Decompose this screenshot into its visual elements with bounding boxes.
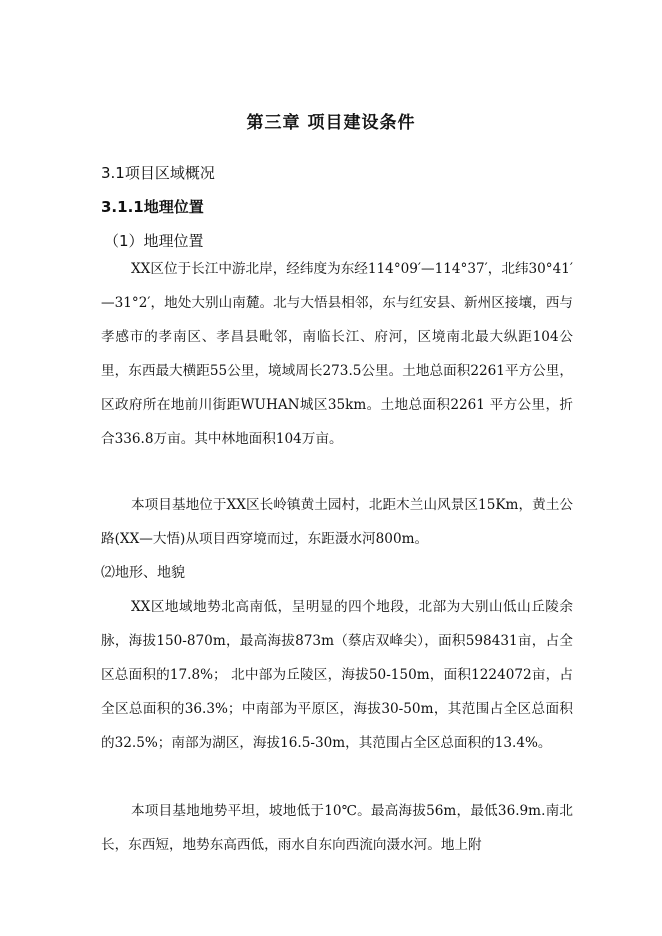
item-heading-terrain: ⑵地形、地貌	[101, 565, 185, 581]
paragraph-location: XX区位于长江中游北岸，经纬度为东经114°09′—114°37′，北纬30°41′—31°2′，地处大别山南麓。北与大悟县相邻，东与红安县、新州区接壤，西与孝感市的孝南区、孝昌县毗邻，南临长江、府河，区境南北最大纵距104公里，东西最大横距55公里，境域周长273.5公里。土地总面积2261平方公里，区政府所在地前川街距WUHAN城区35km。土地总面积2261 平方公里，折合336.8万亩。其中林地面积104万亩。	[101, 261, 573, 447]
subsection-heading: 3.1.1地理位置	[101, 198, 204, 216]
paragraph-project-site: 本项目基地位于XX区长岭镇黄土园村，北距木兰山风景区15Km，黄土公路(XX—大悟)从项目西穿境而过，东距滠水河800m。	[101, 497, 573, 547]
chapter-title: 第三章 项目建设条件	[246, 113, 416, 133]
paragraph-site-terrain: 本项目基地地势平坦，坡地低于10℃。最高海拔56m，最低36.9m.南北长，东西短，地势东高西低，雨水自东向西流向滠水河。地上附	[101, 803, 573, 853]
section-heading: 3.1项目区域概况	[101, 164, 215, 182]
item-heading-location: （1）地理位置	[104, 232, 204, 250]
paragraph-terrain: XX区地域地势北高南低，呈明显的四个地段，北部为大别山低山丘陵余脉，海拔150-870m，最高海拔873m（蔡店双峰尖），面积598431亩，占全区总面积的17.8%； 北中部为丘陵区，海拔50-150m，面积1224072亩，占全区总面积的36.3%；中南部为平原区，海拔30-50m，其范围占全区总面积的32.5%；南部为湖区，海拔16.5-30m，其范围占全区总面积的13.4%。	[101, 599, 573, 751]
